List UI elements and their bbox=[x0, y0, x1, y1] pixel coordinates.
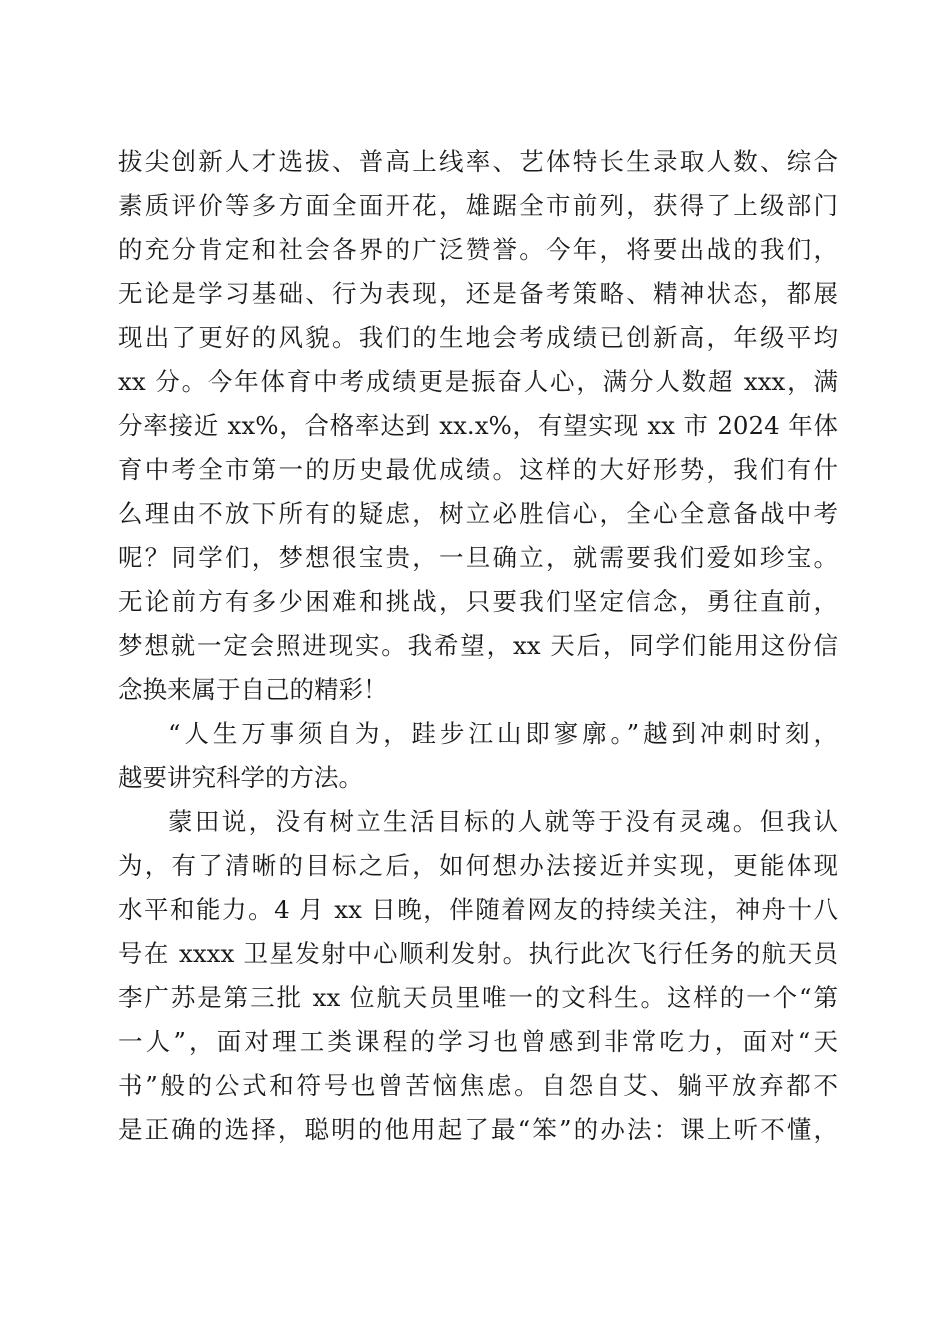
line-text: 梦想就一定会照进现实。我希望，xx 天后，同学们能用这份信 bbox=[118, 631, 838, 660]
text-line bbox=[118, 712, 838, 756]
text-line bbox=[118, 404, 838, 448]
text-line bbox=[118, 756, 838, 800]
line-text: 分率接近 xx%，合格率达到 xx.x%，有望实现 xx 市 2024 年体 bbox=[118, 411, 838, 440]
line-text: 么理由不放下所有的疑虑，树立必胜信心，全心全意备战中考 bbox=[118, 499, 838, 528]
text-line bbox=[118, 624, 838, 668]
line-text: 现出了更好的风貌。我们的生地会考成绩已创新高，年级平均 bbox=[118, 323, 838, 352]
line-text: 是正确的选择，聪明的他用起了最“笨”的办法：课上听不懂， bbox=[118, 1115, 838, 1144]
text-line bbox=[118, 1108, 838, 1152]
line-text: 书”般的公式和符号也曾苦恼焦虑。自怨自艾、躺平放弃都不 bbox=[118, 1071, 838, 1100]
text-line bbox=[118, 844, 838, 888]
line-text: “人生万事须自为，跬步江山即寥廓。”越到冲刺时刻， bbox=[168, 719, 838, 748]
text-line bbox=[118, 184, 838, 228]
text-line bbox=[118, 228, 838, 272]
line-text: 越要讲究科学的方法。 bbox=[118, 763, 363, 792]
text-line bbox=[118, 800, 838, 844]
text-line bbox=[118, 140, 838, 184]
text-line bbox=[118, 580, 838, 624]
line-text: 蒙田说，没有树立生活目标的人就等于没有灵魂。但我认 bbox=[168, 807, 838, 836]
text-line bbox=[118, 1064, 838, 1108]
text-line bbox=[118, 536, 838, 580]
line-text: 拔尖创新人才选拔、普高上线率、艺体特长生录取人数、综合 bbox=[118, 147, 838, 176]
line-text: 育中考全市第一的历史最优成绩。这样的大好形势，我们有什 bbox=[118, 455, 838, 484]
line-text: 水平和能力。4 月 xx 日晚，伴随着网友的持续关注，神舟十八 bbox=[118, 895, 838, 924]
line-text: 李广苏是第三批 xx 位航天员里唯一的文科生。这样的一个“第 bbox=[118, 983, 838, 1012]
text-line bbox=[118, 932, 838, 976]
text-line bbox=[118, 316, 838, 360]
line-text: 念换来属于自己的精彩！ bbox=[118, 675, 388, 704]
line-text: 一人”，面对理工类课程的学习也曾感到非常吃力，面对“天 bbox=[118, 1027, 838, 1056]
line-text: 素质评价等多方面全面开花，雄踞全市前列，获得了上级部门 bbox=[118, 191, 838, 220]
line-text: 无论前方有多少困难和挑战，只要我们坚定信念，勇往直前， bbox=[118, 587, 838, 616]
line-text: 号在 xxxx 卫星发射中心顺利发射。执行此次飞行任务的航天员 bbox=[118, 939, 838, 968]
line-text: 无论是学习基础、行为表现，还是备考策略、精神状态，都展 bbox=[118, 279, 838, 308]
text-line bbox=[118, 492, 838, 536]
line-text: 的充分肯定和社会各界的广泛赞誉。今年，将要出战的我们， bbox=[118, 235, 838, 264]
text-line bbox=[118, 668, 838, 712]
body-text bbox=[118, 140, 838, 1152]
text-line bbox=[118, 360, 838, 404]
line-text: 呢？同学们，梦想很宝贵，一旦确立，就需要我们爱如珍宝。 bbox=[118, 543, 838, 572]
text-line bbox=[118, 448, 838, 492]
text-line bbox=[118, 272, 838, 316]
line-text: xx 分。今年体育中考成绩更是振奋人心，满分人数超 xxx，满 bbox=[118, 367, 838, 396]
line-text: 为，有了清晰的目标之后，如何想办法接近并实现，更能体现 bbox=[118, 851, 838, 880]
text-line bbox=[118, 976, 838, 1020]
text-line bbox=[118, 888, 838, 932]
text-line bbox=[118, 1020, 838, 1064]
